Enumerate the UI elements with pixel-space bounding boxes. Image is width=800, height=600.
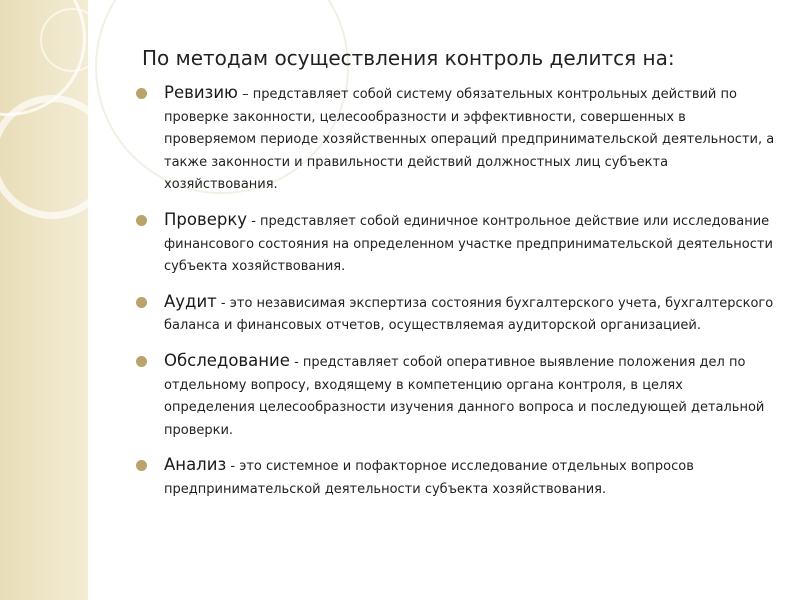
term-label: Проверку <box>164 209 248 229</box>
list-item-inspection <box>136 209 776 279</box>
decorative-ring-2 <box>0 95 88 219</box>
bullet-icon <box>136 297 147 308</box>
term-description: - это системное и пофакторное исследование отдельных вопросов предпринимательской деятельности субъекта хозяйствования. <box>164 459 694 497</box>
bullet-icon <box>136 460 147 471</box>
term-label: Анализ <box>164 455 227 475</box>
bullet-icon <box>136 215 147 226</box>
list-item-analysis <box>136 454 776 501</box>
list-item-audit <box>136 291 776 338</box>
bullet-icon <box>136 356 147 367</box>
list-item-survey <box>136 350 776 442</box>
bullet-list <box>136 82 776 514</box>
bullet-icon <box>136 88 147 99</box>
term-label: Обследование <box>164 350 290 370</box>
slide-title: По методам осуществления контроль делится на: <box>142 46 675 70</box>
term-description: - представляет собой единичное контрольное действие или исследование финансового состояния на определенном участке предпринимательской деятельности субъекта хозяйствования. <box>164 213 773 275</box>
term-label: Аудит <box>164 291 217 311</box>
term-description: - представляет собой оперативное выявление положения дел по отдельному вопросу, входящему в компетенцию органа контроля, в целях определения целесообразности изучения данного вопроса и последующей детальной проверки. <box>164 354 765 438</box>
list-item-revision <box>136 82 776 197</box>
term-label: Ревизию <box>164 83 238 102</box>
term-description: - это независимая экспертиза состояния бухгалтерского учета, бухгалтерского баланса и финансовых отчетов, осуществляемая аудиторской организацией. <box>164 295 774 334</box>
term-description: – представляет собой систему обязательных контрольных действий по проверке законности, целесообразности и эффективности, совершенных в проверяемом периоде хозяйственных операций предпринимательской деятельности, а также законности и правильности действий должностных лиц субъекта хозяйствования. <box>164 87 775 193</box>
decorative-side-band <box>0 0 88 600</box>
